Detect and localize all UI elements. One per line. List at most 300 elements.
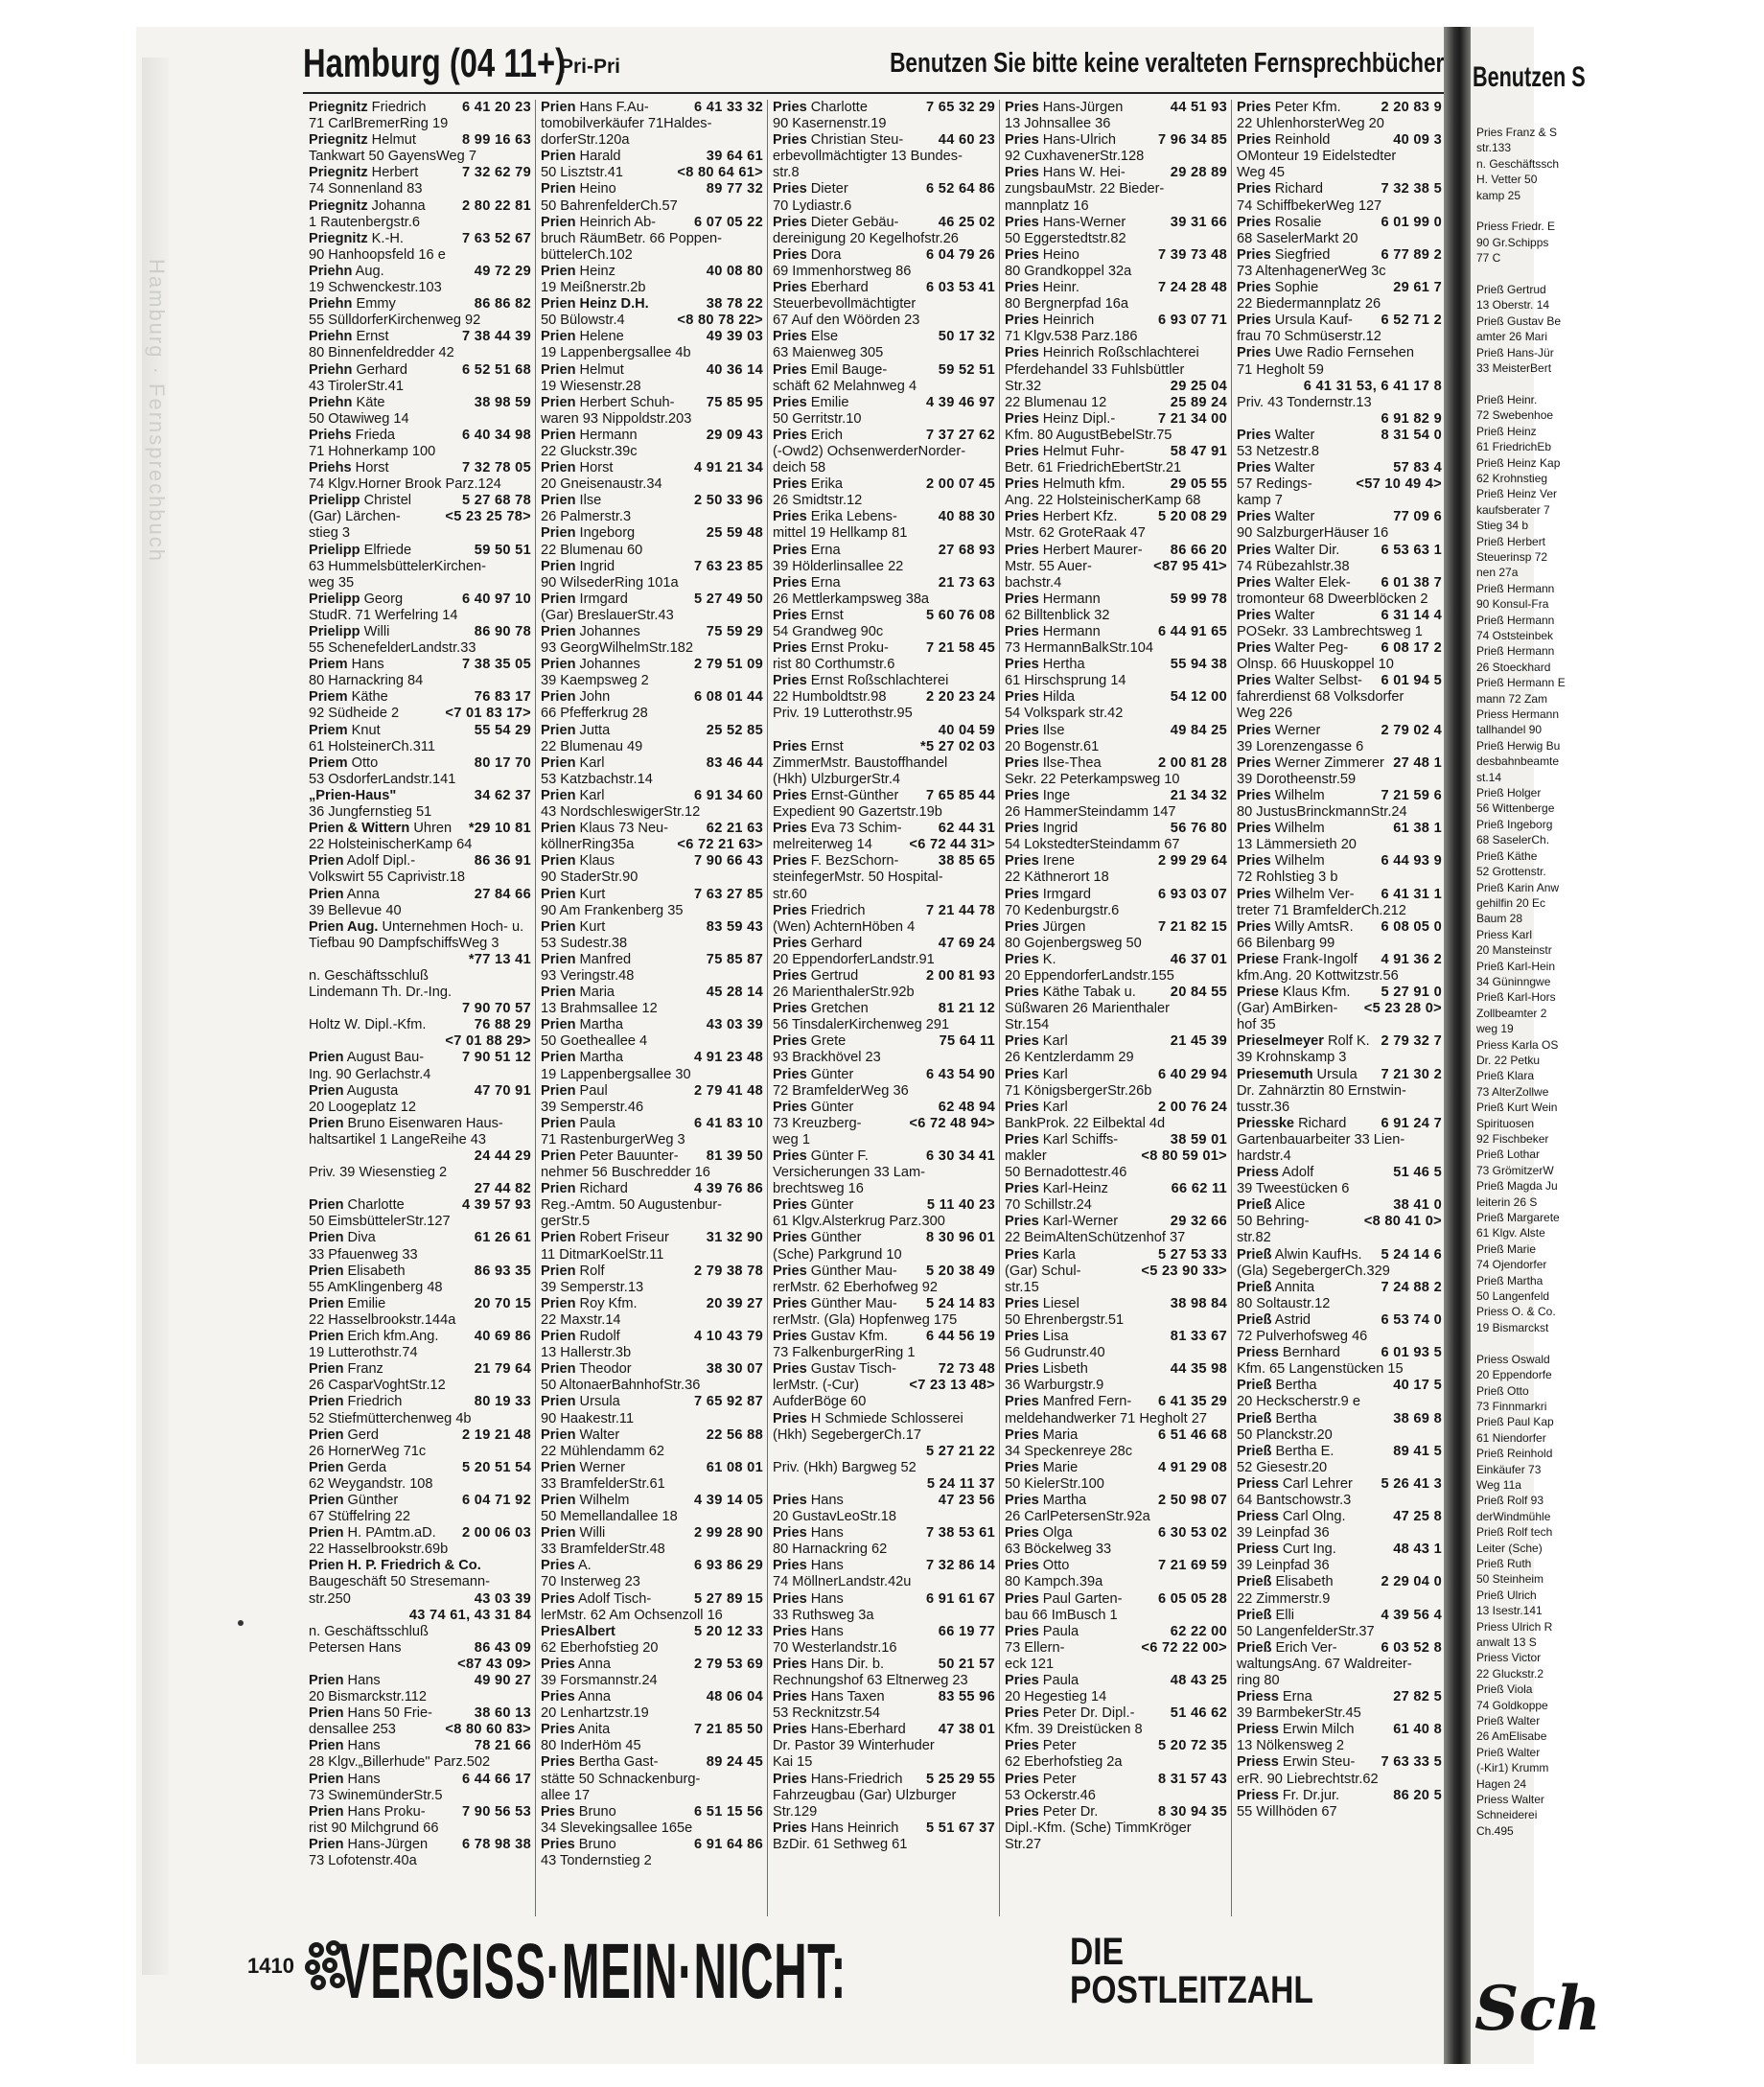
listing-text: 39 Krohnskamp 3 [1237, 1050, 1347, 1066]
listing-text: Priem Otto [309, 754, 379, 771]
listing-line [767, 1378, 999, 1394]
listing-text: Prieß Elli [1237, 1607, 1295, 1623]
phone-number: 78 21 66 [474, 1738, 531, 1754]
listing-text: haltsartikel 1 LangeReihe 43 [309, 1131, 486, 1148]
listing-line [999, 1361, 1231, 1378]
listing-text: 19 Wiesenstr.28 [541, 378, 641, 394]
phone-number: 29 09 43 [706, 427, 763, 443]
listing-text: hardstr.4 [1237, 1148, 1291, 1164]
facing-page-line: Prieß Gustav Be [1476, 313, 1562, 328]
listing-text: 43 TirolerStr.41 [309, 378, 404, 394]
listing-line [1231, 1772, 1446, 1788]
phone-number: 29 28 89 [1170, 165, 1227, 181]
listing-column-3 [767, 100, 1000, 1916]
facing-page-line: Prieß Margarete [1476, 1211, 1560, 1225]
facing-page-line: Priess O. & Co. [1476, 1305, 1556, 1319]
listing-text: Pries Hans-Werner [1005, 214, 1126, 230]
listing-text: Pries Wilhelm [1237, 853, 1325, 870]
phone-number: 43 03 39 [474, 1590, 531, 1607]
listing-line [535, 395, 767, 411]
listing-line [1231, 689, 1446, 706]
listing-line [1231, 132, 1446, 149]
listing-line [535, 1493, 767, 1509]
listing-text: 13 Lämmersieth 20 [1237, 837, 1357, 853]
listing-text: Pries Anita [541, 1722, 611, 1738]
listing-line [1231, 362, 1446, 379]
listing-text: Pries Inge [1005, 787, 1071, 803]
phone-number: 4 39 57 93 [462, 1197, 531, 1214]
listing-text: 26 MarienthalerStr.92b [773, 985, 915, 1001]
phone-number: 86 86 82 [474, 296, 531, 313]
listing-text: 33 Pfauenweg 33 [309, 1246, 418, 1263]
listing-text: Prien Rolf [541, 1263, 605, 1279]
facing-page-line: Prieß Heinz Ver [1476, 487, 1558, 501]
listing-line [767, 1197, 999, 1214]
listing-line [999, 1804, 1231, 1820]
listing-text: Priess Carl Lehrer [1237, 1475, 1353, 1492]
listing-text: 22 Blumenau 12 [1005, 394, 1107, 410]
phone-number: 6 41 31 1 [1381, 886, 1442, 902]
phone-number: 6 77 89 2 [1381, 246, 1442, 263]
facing-page-line: Prieß Reinhold [1476, 1447, 1553, 1461]
listing-text: Prieß Bertha [1237, 1378, 1317, 1394]
listing-text: 64 Bantschowstr.3 [1237, 1492, 1352, 1508]
listing-text: Pries Hans-Ulrich [1005, 132, 1116, 149]
phone-number: 66 62 11 [1171, 1181, 1227, 1197]
listing-text: Pries Walter [1237, 607, 1315, 623]
listing-text: Prien Erich kfm.Ang. [309, 1329, 439, 1345]
listing-text: makler [1005, 1148, 1047, 1164]
listing-text: Prieß Alwin KaufHs. [1237, 1246, 1362, 1263]
listing-text: Priese Klaus Kfm. [1237, 985, 1351, 1001]
listing-line [1231, 1329, 1446, 1345]
phone-number: 25 89 24 [1170, 394, 1227, 410]
listing-line [1231, 559, 1446, 575]
facing-page-line: 26 Stoeckhard [1476, 660, 1551, 674]
listing-text: Priem Hans [309, 657, 384, 673]
facing-page-line: derWindmühle [1476, 1509, 1551, 1523]
listing-text: Pries Grete [773, 1033, 847, 1050]
phone-number: 47 38 01 [938, 1722, 995, 1738]
facing-page-line: 50 Steinheim [1476, 1572, 1544, 1587]
listing-line [535, 1738, 767, 1754]
listing-line [303, 1444, 535, 1460]
listing-line [767, 345, 999, 361]
phone-number: 40 36 14 [706, 361, 763, 378]
phone-number: 86 43 09 [474, 1639, 531, 1656]
listing-line [767, 1345, 999, 1361]
phone-number: 59 52 51 [938, 361, 995, 378]
listing-line [999, 1542, 1231, 1558]
listing-text: Pries Karl-Werner [1005, 1214, 1119, 1230]
listing-text: 80 Kampch.39a [1005, 1574, 1103, 1590]
listing-line [303, 280, 535, 296]
listing-text: Prien Paula [541, 1115, 615, 1131]
listing-line [1231, 968, 1446, 985]
listing-line [303, 395, 535, 411]
listing-line [767, 1100, 999, 1116]
listing-text: eck 121 [1005, 1656, 1055, 1672]
listing-text: Prien & Wittern Uhren [309, 821, 453, 837]
phone-number: 6 51 15 56 [694, 1803, 763, 1820]
listing-text: Pries Karl-Heinz [1005, 1181, 1108, 1197]
listing-line [303, 543, 535, 559]
listing-line [999, 936, 1231, 952]
listing-line [303, 1754, 535, 1771]
facing-page-line: tallhandel 90 [1476, 723, 1543, 737]
listing-line [767, 525, 999, 542]
listing-text: 71 Klgv.538 Parz.186 [1005, 329, 1138, 345]
phone-number: <7 01 88 29> [445, 1033, 531, 1050]
listing-text: Prien Klaus [541, 853, 615, 870]
listing-line [303, 788, 535, 804]
listing-text: Prien Wilhelm [541, 1492, 630, 1508]
listing-line [767, 624, 999, 640]
listing-line [1231, 215, 1446, 231]
listing-text: Holtz W. Dipl.-Kfm. [309, 1017, 427, 1033]
facing-page-line: Ch.495 [1476, 1823, 1514, 1838]
listing-text: Pries Peter [1005, 1738, 1077, 1754]
listing-text: Prieß Astrid [1237, 1311, 1311, 1328]
phone-number: 24 44 29 [474, 1148, 531, 1164]
phone-number: 38 85 65 [938, 853, 995, 870]
listing-text: 61 Hirschsprung 14 [1005, 673, 1126, 689]
listing-line [767, 1033, 999, 1050]
listing-text: Kai 15 [773, 1754, 813, 1771]
listing-line [767, 149, 999, 165]
listing-line [303, 1722, 535, 1738]
listing-line [767, 755, 999, 772]
phone-number: 6 93 86 29 [694, 1558, 763, 1574]
listing-text: 67 Stüffelring 22 [309, 1509, 411, 1525]
listing-text: Pries Heinrich Roßschlachterei [1005, 345, 1199, 361]
phone-number: 6 52 64 86 [926, 181, 995, 197]
listing-text: 19 Meißnerstr.2b [541, 280, 646, 296]
phone-number: 54 12 00 [1170, 689, 1227, 706]
listing-line [535, 985, 767, 1001]
listing-line [767, 821, 999, 837]
listing-line [1231, 624, 1446, 640]
facing-page-line: anwalt 13 S [1476, 1635, 1537, 1649]
listing-text: 62 Eberhofstieg 2a [1005, 1754, 1123, 1771]
facing-page-line [1476, 377, 1764, 392]
listing-line [999, 165, 1231, 181]
listing-line [303, 493, 535, 509]
listing-text: Prielipp Willi [309, 624, 390, 639]
listing-text: 70 Insterweg 23 [541, 1574, 640, 1590]
listing-text: erbevollmächtigter 13 Bundes- [773, 149, 963, 165]
phone-number: 29 32 66 [1170, 1214, 1227, 1230]
phone-number: 75 59 29 [706, 624, 763, 639]
listing-line [303, 853, 535, 870]
listing-line [767, 1083, 999, 1100]
listing-line [535, 1525, 767, 1542]
phone-number: 7 63 23 85 [694, 558, 763, 574]
listing-line [767, 476, 999, 493]
footer-slogan-postleitzahl: POSTLEITZAHL [1070, 1969, 1313, 2011]
listing-text: Prien Hans [309, 1738, 381, 1754]
page-header [303, 38, 1446, 94]
listing-text: 39 Leinpfad 36 [1237, 1558, 1330, 1574]
listing-text: dereinigung 20 Kegelhofstr.26 [773, 230, 959, 246]
listing-line [303, 460, 535, 476]
listing-text: Prien Aug. Unternehmen Hoch- u. [309, 918, 524, 935]
listing-text: Pries Jürgen [1005, 918, 1086, 935]
listing-text: Pries Hans Heinrich [773, 1820, 899, 1836]
listing-line [767, 739, 999, 755]
listing-text: Lindemann Th. Dr.-Ing. [309, 985, 452, 1001]
listing-line [1231, 1100, 1446, 1116]
facing-page-line: Priess Friedr. E [1476, 220, 1556, 234]
listing-text: Priv. 39 Wiesenstieg 2 [309, 1165, 448, 1181]
listing-text: 22 Maxstr.14 [541, 1311, 621, 1328]
listing-line [303, 772, 535, 788]
listing-line [1231, 1640, 1446, 1657]
listing-line [1231, 100, 1446, 116]
listing-line [535, 1837, 767, 1853]
listing-line [303, 1197, 535, 1214]
listing-line [535, 313, 767, 329]
phone-number: 7 21 59 6 [1381, 787, 1442, 803]
phone-number: 5 27 53 33 [1158, 1246, 1227, 1263]
listing-text: dorferStr.120a [541, 132, 630, 149]
listing-line [303, 985, 535, 1001]
listing-line [535, 1788, 767, 1804]
listing-text: Prien Adolf Dipl.- [309, 853, 416, 870]
listing-line [1231, 1132, 1446, 1148]
phone-number: 5 20 72 35 [1158, 1738, 1227, 1754]
listing-line [1231, 460, 1446, 476]
listing-line [303, 1312, 535, 1329]
phone-number: 81 21 12 [938, 1001, 995, 1017]
left-margin-strip [142, 58, 169, 1975]
listing-line [303, 837, 535, 853]
phone-number: 5 20 08 29 [1158, 509, 1227, 525]
facing-page-line: leiterin 26 S [1476, 1194, 1538, 1209]
phone-number: 89 41 5 [1393, 1443, 1442, 1459]
listing-line [999, 1033, 1231, 1050]
listing-text: Pries Gretchen [773, 1001, 869, 1017]
phone-number: 6 03 52 8 [1381, 1639, 1442, 1656]
listing-line [1231, 1624, 1446, 1640]
listing-text: 43 Tondernstieg 2 [541, 1853, 652, 1869]
listing-text: Pries Emilie [773, 394, 849, 410]
listing-text: 50 BahrenfelderCh.57 [541, 197, 678, 214]
listing-text: 39 Bellevue 40 [309, 902, 402, 918]
phone-number: 2 00 76 24 [1158, 1099, 1227, 1115]
listing-line [767, 887, 999, 903]
phone-number: 5 26 41 3 [1381, 1475, 1442, 1492]
listing-line [767, 198, 999, 215]
listing-line [767, 1329, 999, 1345]
listing-line [535, 345, 767, 361]
listing-text: 39 BarmbekerStr.45 [1237, 1705, 1361, 1722]
facing-page-line: Prieß Karl-Hein [1476, 959, 1556, 973]
phone-number: <7 01 83 17> [445, 706, 531, 722]
listing-text: 39 Semperstr.46 [541, 1099, 644, 1115]
listing-line [535, 1542, 767, 1558]
listing-line [1231, 575, 1446, 591]
listing-line [303, 1476, 535, 1493]
listing-text: Prien Bruno Eisenwaren Haus- [309, 1115, 503, 1131]
listing-text: 33 BramfelderStr.48 [541, 1542, 665, 1558]
listing-text: 26 HornerWeg 71c [309, 1443, 427, 1459]
listing-line [535, 1657, 767, 1673]
listing-line [767, 608, 999, 624]
phone-number: 29 25 04 [1170, 378, 1227, 394]
listing-text: Prien Hans [309, 1771, 381, 1787]
phone-number: 5 51 67 37 [926, 1820, 995, 1836]
phone-number: 40 17 5 [1393, 1378, 1442, 1394]
listing-line [767, 1411, 999, 1427]
listing-text: 26 Kentzlerdamm 29 [1005, 1050, 1134, 1066]
listing-text: Pries Hermann [1005, 591, 1101, 607]
listing-line [303, 1738, 535, 1754]
listing-line [303, 1591, 535, 1608]
phone-number: 7 90 51 12 [462, 1050, 531, 1066]
listing-text: 13 Hallerstr.3b [541, 1345, 632, 1361]
listing-line [767, 395, 999, 411]
listing-text: 13 Brahmsallee 12 [541, 1001, 658, 1017]
listing-line [535, 1378, 767, 1394]
phone-number: 2 79 53 69 [694, 1656, 763, 1672]
phone-number: 48 43 1 [1393, 1542, 1442, 1558]
listing-line [999, 1427, 1231, 1444]
listing-line [535, 1411, 767, 1427]
listing-line [303, 936, 535, 952]
listing-text: lerMstr. 62 Am Ochsenzoll 16 [541, 1607, 723, 1623]
listing-line [535, 1558, 767, 1574]
listing-line [1231, 1296, 1446, 1312]
listing-text: Pries Lisbeth [1005, 1361, 1088, 1378]
listing-column-2 [535, 100, 768, 1916]
listing-line [999, 509, 1231, 525]
listing-line [535, 739, 767, 755]
facing-page-line: Prieß Heinz [1476, 424, 1537, 438]
listing-line [303, 411, 535, 428]
facing-page-line: 13 Oberstr. 14 [1476, 298, 1550, 313]
listing-line [999, 1181, 1231, 1197]
listing-text: tusstr.36 [1237, 1099, 1290, 1115]
listing-line [535, 379, 767, 395]
listing-line [767, 460, 999, 476]
facing-page-line: Prieß Walter [1476, 1714, 1541, 1728]
listing-text: Pries Ernst Roßschlachterei [773, 673, 949, 689]
listing-line [303, 1689, 535, 1705]
facing-page-line: Prieß Marie [1476, 1241, 1537, 1256]
facing-page-line: Schneiderei [1476, 1808, 1538, 1822]
facing-page-line: Prieß Ruth [1476, 1556, 1532, 1570]
listing-line [999, 1296, 1231, 1312]
listing-text: Pries Peter Dr. Dipl.- [1005, 1705, 1135, 1722]
listing-text: Expedient 90 Gazertstr.19b [773, 804, 942, 821]
facing-page-line: Prieß Rolf tech [1476, 1525, 1553, 1540]
listing-text: 22 Zimmerstr.9 [1237, 1590, 1331, 1607]
listing-text: Priegnitz K.-H. [309, 230, 404, 246]
listing-line [767, 1132, 999, 1148]
listing-line [999, 887, 1231, 903]
listing-line [303, 1033, 535, 1050]
listing-line [303, 1673, 535, 1689]
listing-text: Prien Anna [309, 886, 380, 902]
phone-number: 6 93 07 71 [1158, 313, 1227, 329]
listing-line [303, 1083, 535, 1100]
listing-text: Dr. Pastor 39 Winterhuder [773, 1738, 935, 1754]
listing-line [1231, 1608, 1446, 1624]
phone-number: 27 48 1 [1393, 754, 1442, 771]
listing-text: 50 Planckstr.20 [1237, 1426, 1333, 1443]
listing-text: Pries K. [1005, 951, 1056, 967]
listing-line [303, 1280, 535, 1296]
listing-text: Pries Hans-Jürgen [1005, 100, 1124, 115]
listing-line [999, 1608, 1231, 1624]
listing-text: Dipl.-Kfm. (Sche) TimmKröger [1005, 1820, 1192, 1836]
listing-text: 39 Dorotheenstr.59 [1237, 771, 1357, 787]
listing-line [1231, 379, 1446, 395]
phone-number: 2 50 98 07 [1158, 1492, 1227, 1508]
listing-line [999, 870, 1231, 886]
book-gutter [1444, 27, 1471, 2064]
phone-number: 22 56 88 [706, 1426, 763, 1443]
listing-text: densallee 253 [309, 1722, 396, 1738]
listing-text: 57 Redings- [1237, 476, 1312, 493]
phone-number: <8 80 60 83> [445, 1722, 531, 1738]
phone-number: 2 00 06 03 [462, 1525, 531, 1542]
listing-text: 92 CuxhavenerStr.128 [1005, 149, 1145, 165]
listing-line [767, 1280, 999, 1296]
listing-text: 62 Weygandstr. 108 [309, 1475, 433, 1492]
listing-line [303, 1411, 535, 1427]
listing-line [1231, 853, 1446, 870]
listing-text: rerMstr. 62 Eberhofweg 92 [773, 1279, 938, 1295]
listing-text: Priess Erwin Steu- [1237, 1754, 1356, 1771]
phone-number: 6 08 17 2 [1381, 640, 1442, 657]
listing-line [999, 575, 1231, 591]
facing-page-line: Spirituosen [1476, 1116, 1535, 1130]
listing-text: 53 OsdorferLandstr.141 [309, 771, 456, 787]
phone-number: 6 05 05 28 [1158, 1590, 1227, 1607]
listing-line [535, 1673, 767, 1689]
listing-line [303, 673, 535, 689]
listing-text: Pries Karla [1005, 1246, 1076, 1263]
listing-text: 33 Ruthsweg 3a [773, 1607, 874, 1623]
listing-text: Pries Maria [1005, 1426, 1079, 1443]
listing-text: 39 Lorenzengasse 6 [1237, 738, 1364, 754]
listing-line [303, 608, 535, 624]
phone-number: <6 72 48 94> [909, 1115, 995, 1131]
phone-number: 40 69 86 [474, 1329, 531, 1345]
phone-number: 56 76 80 [1170, 821, 1227, 837]
listing-line [767, 1361, 999, 1378]
facing-page-line: 52 Grottenstr. [1476, 865, 1546, 879]
phone-number: 75 64 11 [939, 1033, 995, 1050]
listing-text: Str.32 [1005, 378, 1042, 394]
listing-text: Priesemuth Ursula [1237, 1066, 1358, 1082]
listing-line [535, 1722, 767, 1738]
listing-text: 80 Harnackring 84 [309, 673, 424, 689]
listing-line [1231, 149, 1446, 165]
listing-text: Volkswirt 55 Caprivistr.18 [309, 870, 466, 886]
listing-text: StudR. 71 Werfelring 14 [309, 607, 458, 623]
listing-text: Pries H Schmiede Schlosserei [773, 1410, 963, 1426]
listing-line [999, 231, 1231, 247]
phone-number: 7 38 53 61 [926, 1525, 995, 1542]
listing-text: Prien Karl [541, 754, 605, 771]
phone-number: <8 80 41 0> [1363, 1214, 1442, 1230]
listing-line [999, 345, 1231, 361]
listing-line [999, 525, 1231, 542]
listing-text: Prien Hans 50 Frie- [309, 1705, 432, 1722]
